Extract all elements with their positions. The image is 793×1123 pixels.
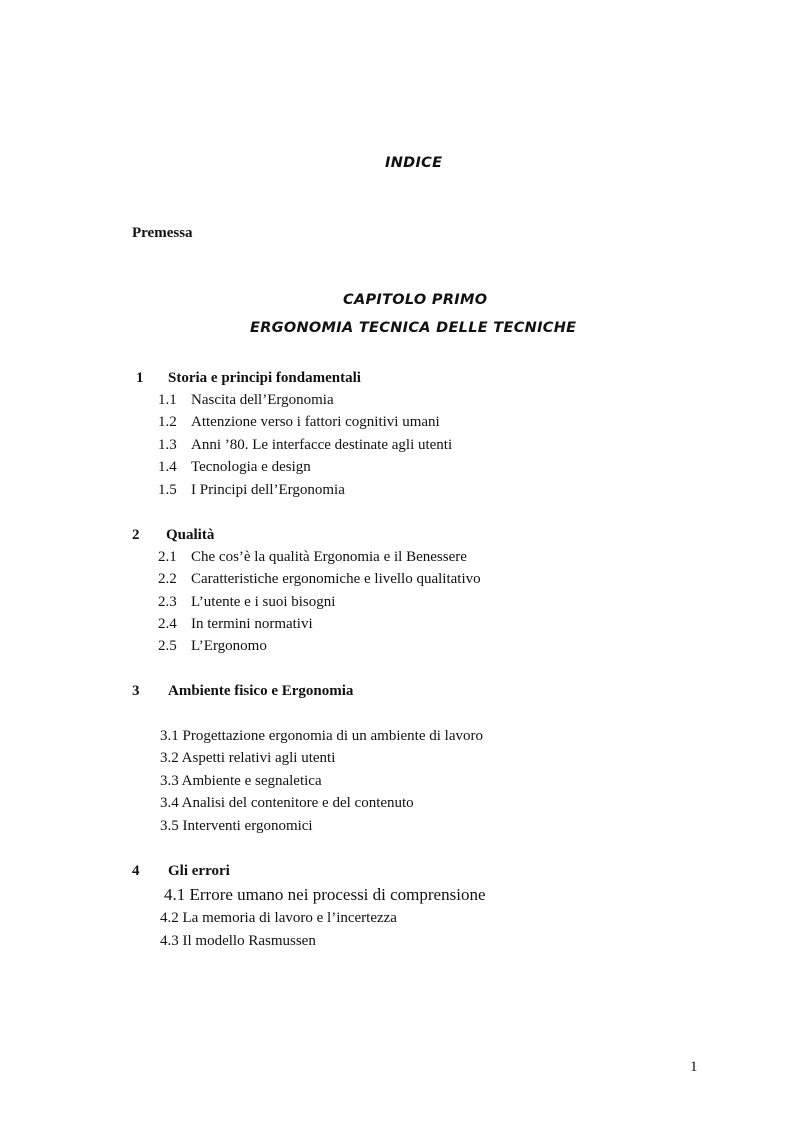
toc-entry [158, 393, 334, 408]
toc-entry [158, 460, 311, 475]
section-2-number: 2 [132, 527, 140, 543]
toc-entry [158, 572, 481, 587]
entry-title: Caratteristiche ergonomiche e livello qualitativo [191, 571, 481, 587]
entry-title: Attenzione verso i fattori cognitivi umani [191, 414, 440, 430]
toc-entry [158, 639, 267, 654]
toc-entry [158, 595, 335, 610]
entry-title: Tecnologia e design [191, 459, 311, 475]
entry-title: Nascita dell’Ergonomia [191, 392, 334, 408]
entry-title: In termini normativi [191, 616, 313, 632]
entry-title: L’Ergonomo [191, 638, 267, 654]
entry-number: 1.2 [158, 414, 177, 430]
page-number: 1 [690, 1059, 698, 1075]
entry-number: 2.3 [158, 594, 177, 610]
entry-title: L’utente e i suoi bisogni [191, 594, 336, 610]
toc-entry: 3.5 Interventi ergonomici [160, 818, 313, 834]
section-3-number: 3 [132, 683, 140, 699]
entry-number: 1.3 [158, 437, 177, 453]
entry-title: Che cos’è la qualità Ergonomia e il Benessere [191, 549, 467, 565]
chapter-label: CAPITOLO PRIMO [343, 292, 488, 308]
entry-number: 2.5 [158, 638, 177, 654]
entry-number: 2.1 [158, 549, 177, 565]
index-title: INDICE [385, 155, 443, 171]
toc-entry: 3.4 Analisi del contenitore e del contenuto [160, 795, 414, 811]
toc-entry: 4.1 Errore umano nei processi di comprensione [164, 885, 486, 904]
entry-title: Anni ’80. Le interfacce destinate agli utenti [191, 437, 453, 453]
section-1-title: Storia e principi fondamentali [168, 370, 361, 386]
section-2-title: Qualità [166, 527, 215, 543]
chapter-title: ERGONOMIA TECNICA DELLE TECNICHE [250, 320, 577, 336]
section-1-number: 1 [136, 370, 144, 386]
entry-number: 1.1 [158, 392, 177, 408]
toc-entry: 3.2 Aspetti relativi agli utenti [160, 750, 336, 766]
toc-entry: 3.3 Ambiente e segnaletica [160, 773, 322, 789]
entry-number: 1.4 [158, 459, 177, 475]
toc-entry [158, 617, 313, 632]
section-4-title: Gli errori [168, 863, 230, 879]
premessa-heading: Premessa [132, 225, 193, 241]
toc-entry [158, 415, 440, 430]
toc-entry [158, 550, 467, 565]
toc-entry [158, 438, 452, 453]
toc-entry [158, 483, 345, 498]
entry-title: I Principi dell’Ergonomia [191, 482, 345, 498]
section-3-title: Ambiente fisico e Ergonomia [168, 683, 354, 699]
toc-entry: 3.1 Progettazione ergonomia di un ambiente di lavoro [160, 728, 483, 744]
entry-number: 1.5 [158, 482, 177, 498]
toc-entry: 4.2 La memoria di lavoro e l’incertezza [160, 910, 397, 926]
entry-number: 2.4 [158, 616, 177, 632]
entry-number: 2.2 [158, 571, 177, 587]
toc-entry: 4.3 Il modello Rasmussen [160, 933, 316, 949]
section-4-number: 4 [132, 863, 140, 879]
